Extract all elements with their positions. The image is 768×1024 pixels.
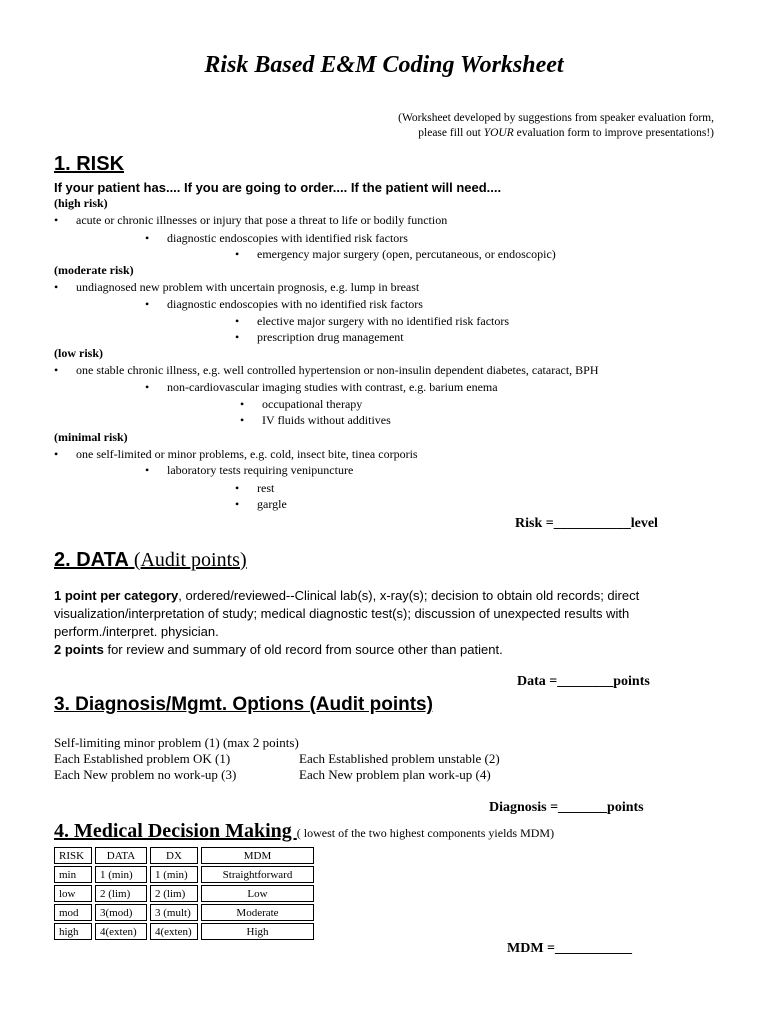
data-bold-label: 1 point per category <box>54 588 179 603</box>
mdm-heading-row <box>54 820 554 843</box>
data-result: Data =________points <box>517 674 650 689</box>
data-text: for review and summary of old record from source other than patient. <box>103 642 503 657</box>
table-row <box>54 866 314 883</box>
diagnosis-result: Diagnosis =_______points <box>489 800 644 815</box>
mdm-table <box>51 845 317 942</box>
data-heading-text: 2. DATA <box>54 549 129 571</box>
table-cell: Straightforward <box>201 866 314 883</box>
risk-item: • laboratory tests requiring venipuncture <box>167 463 353 478</box>
table-cell: 1 (min) <box>150 866 198 883</box>
data-text: , ordered/reviewed--Clinical lab(s), x-ray(s); decision to obtain old records; direct visualization/interpretation of study; medical diagnostic test(s); discussion of unexpected results with perform./interpret. physician. <box>54 588 640 639</box>
risk-item: • undiagnosed new problem with uncertain prognosis, e.g. lump in breast <box>76 280 419 295</box>
table-cell: 4(exten) <box>150 923 198 940</box>
risk-item: • non-cardiovascular imaging studies with contrast, e.g. barium enema <box>167 380 498 395</box>
risk-intro: If your patient has.... If you are going to order.... If the patient will need.... <box>54 180 502 195</box>
data-paragraph-2 <box>54 641 714 659</box>
risk-group-label: (moderate risk) <box>54 263 134 277</box>
note-text: evaluation form to improve presentations!) <box>513 127 714 139</box>
table-row <box>54 923 314 940</box>
page-title: Risk Based E&M Coding Worksheet <box>204 52 564 78</box>
mdm-result: MDM =___________ <box>507 941 633 956</box>
risk-item: • one stable chronic illness, e.g. well controlled hypertension or non-insulin dependent diabetes, cataract, BPH <box>76 363 599 378</box>
table-cell: high <box>54 923 92 940</box>
diagnosis-heading: 3. Diagnosis/Mgmt. Options (Audit points) <box>54 694 433 715</box>
risk-item: • diagnostic endoscopies with no identified risk factors <box>167 297 423 312</box>
table-row <box>54 885 314 902</box>
column-header: DX <box>150 847 198 864</box>
risk-item: • emergency major surgery (open, percutaneous, or endoscopic) <box>257 247 556 262</box>
column-header: DATA <box>95 847 147 864</box>
risk-result: Risk =___________level <box>515 516 658 531</box>
note-line-2 <box>398 126 714 141</box>
column-header: RISK <box>54 847 92 864</box>
risk-item: • rest <box>257 481 274 496</box>
table-cell: Low <box>201 885 314 902</box>
diagnosis-line-3a: Each New problem no work-up (3) <box>54 767 237 782</box>
table-cell: 1 (min) <box>95 866 147 883</box>
table-cell: 2 (lim) <box>95 885 147 902</box>
column-header: MDM <box>201 847 314 864</box>
table-row <box>54 904 314 921</box>
table-cell: min <box>54 866 92 883</box>
table-cell: 3(mod) <box>95 904 147 921</box>
risk-group-label: (high risk) <box>54 196 108 210</box>
risk-heading: 1. RISK <box>54 153 125 175</box>
risk-item: • gargle <box>257 497 287 512</box>
risk-item: • occupational therapy <box>262 397 362 412</box>
table-cell: 3 (mult) <box>150 904 198 921</box>
diagnosis-line-2a: Each Established problem OK (1) <box>54 751 231 766</box>
mdm-heading-note: ( lowest of the two highest components yields MDM) <box>296 826 555 840</box>
worksheet-note <box>398 111 714 141</box>
note-line-1: (Worksheet developed by suggestions from speaker evaluation form, <box>398 112 714 124</box>
diagnosis-line-2b: Each Established problem unstable (2) <box>299 751 500 766</box>
table-cell: mod <box>54 904 92 921</box>
note-emphasis: YOUR <box>483 127 514 139</box>
table-header-row <box>54 847 314 864</box>
data-heading-tail: (Audit points) <box>128 549 247 571</box>
risk-group-label: (minimal risk) <box>54 430 128 444</box>
risk-item: • acute or chronic illnesses or injury that pose a threat to life or bodily function <box>76 213 447 228</box>
diagnosis-line-3b: Each New problem plan work-up (4) <box>299 767 491 782</box>
data-heading <box>54 549 247 572</box>
risk-item: • elective major surgery with no identified risk factors <box>257 314 509 329</box>
table-cell: 2 (lim) <box>150 885 198 902</box>
note-text: please fill out <box>418 127 484 139</box>
risk-item: • diagnostic endoscopies with identified risk factors <box>167 231 408 246</box>
risk-group-label: (low risk) <box>54 346 103 360</box>
data-paragraph-1 <box>54 587 714 641</box>
risk-item: • IV fluids without additives <box>262 413 391 428</box>
risk-item: • prescription drug management <box>257 330 404 345</box>
risk-item: • one self-limited or minor problems, e.g. cold, insect bite, tinea corporis <box>76 447 418 462</box>
table-cell: High <box>201 923 314 940</box>
table-cell: low <box>54 885 92 902</box>
diagnosis-line-1: Self-limiting minor problem (1) (max 2 points) <box>54 735 299 750</box>
table-cell: Moderate <box>201 904 314 921</box>
mdm-heading: 4. Medical Decision Making <box>54 820 297 842</box>
table-cell: 4(exten) <box>95 923 147 940</box>
data-bold-label: 2 points <box>54 642 104 657</box>
